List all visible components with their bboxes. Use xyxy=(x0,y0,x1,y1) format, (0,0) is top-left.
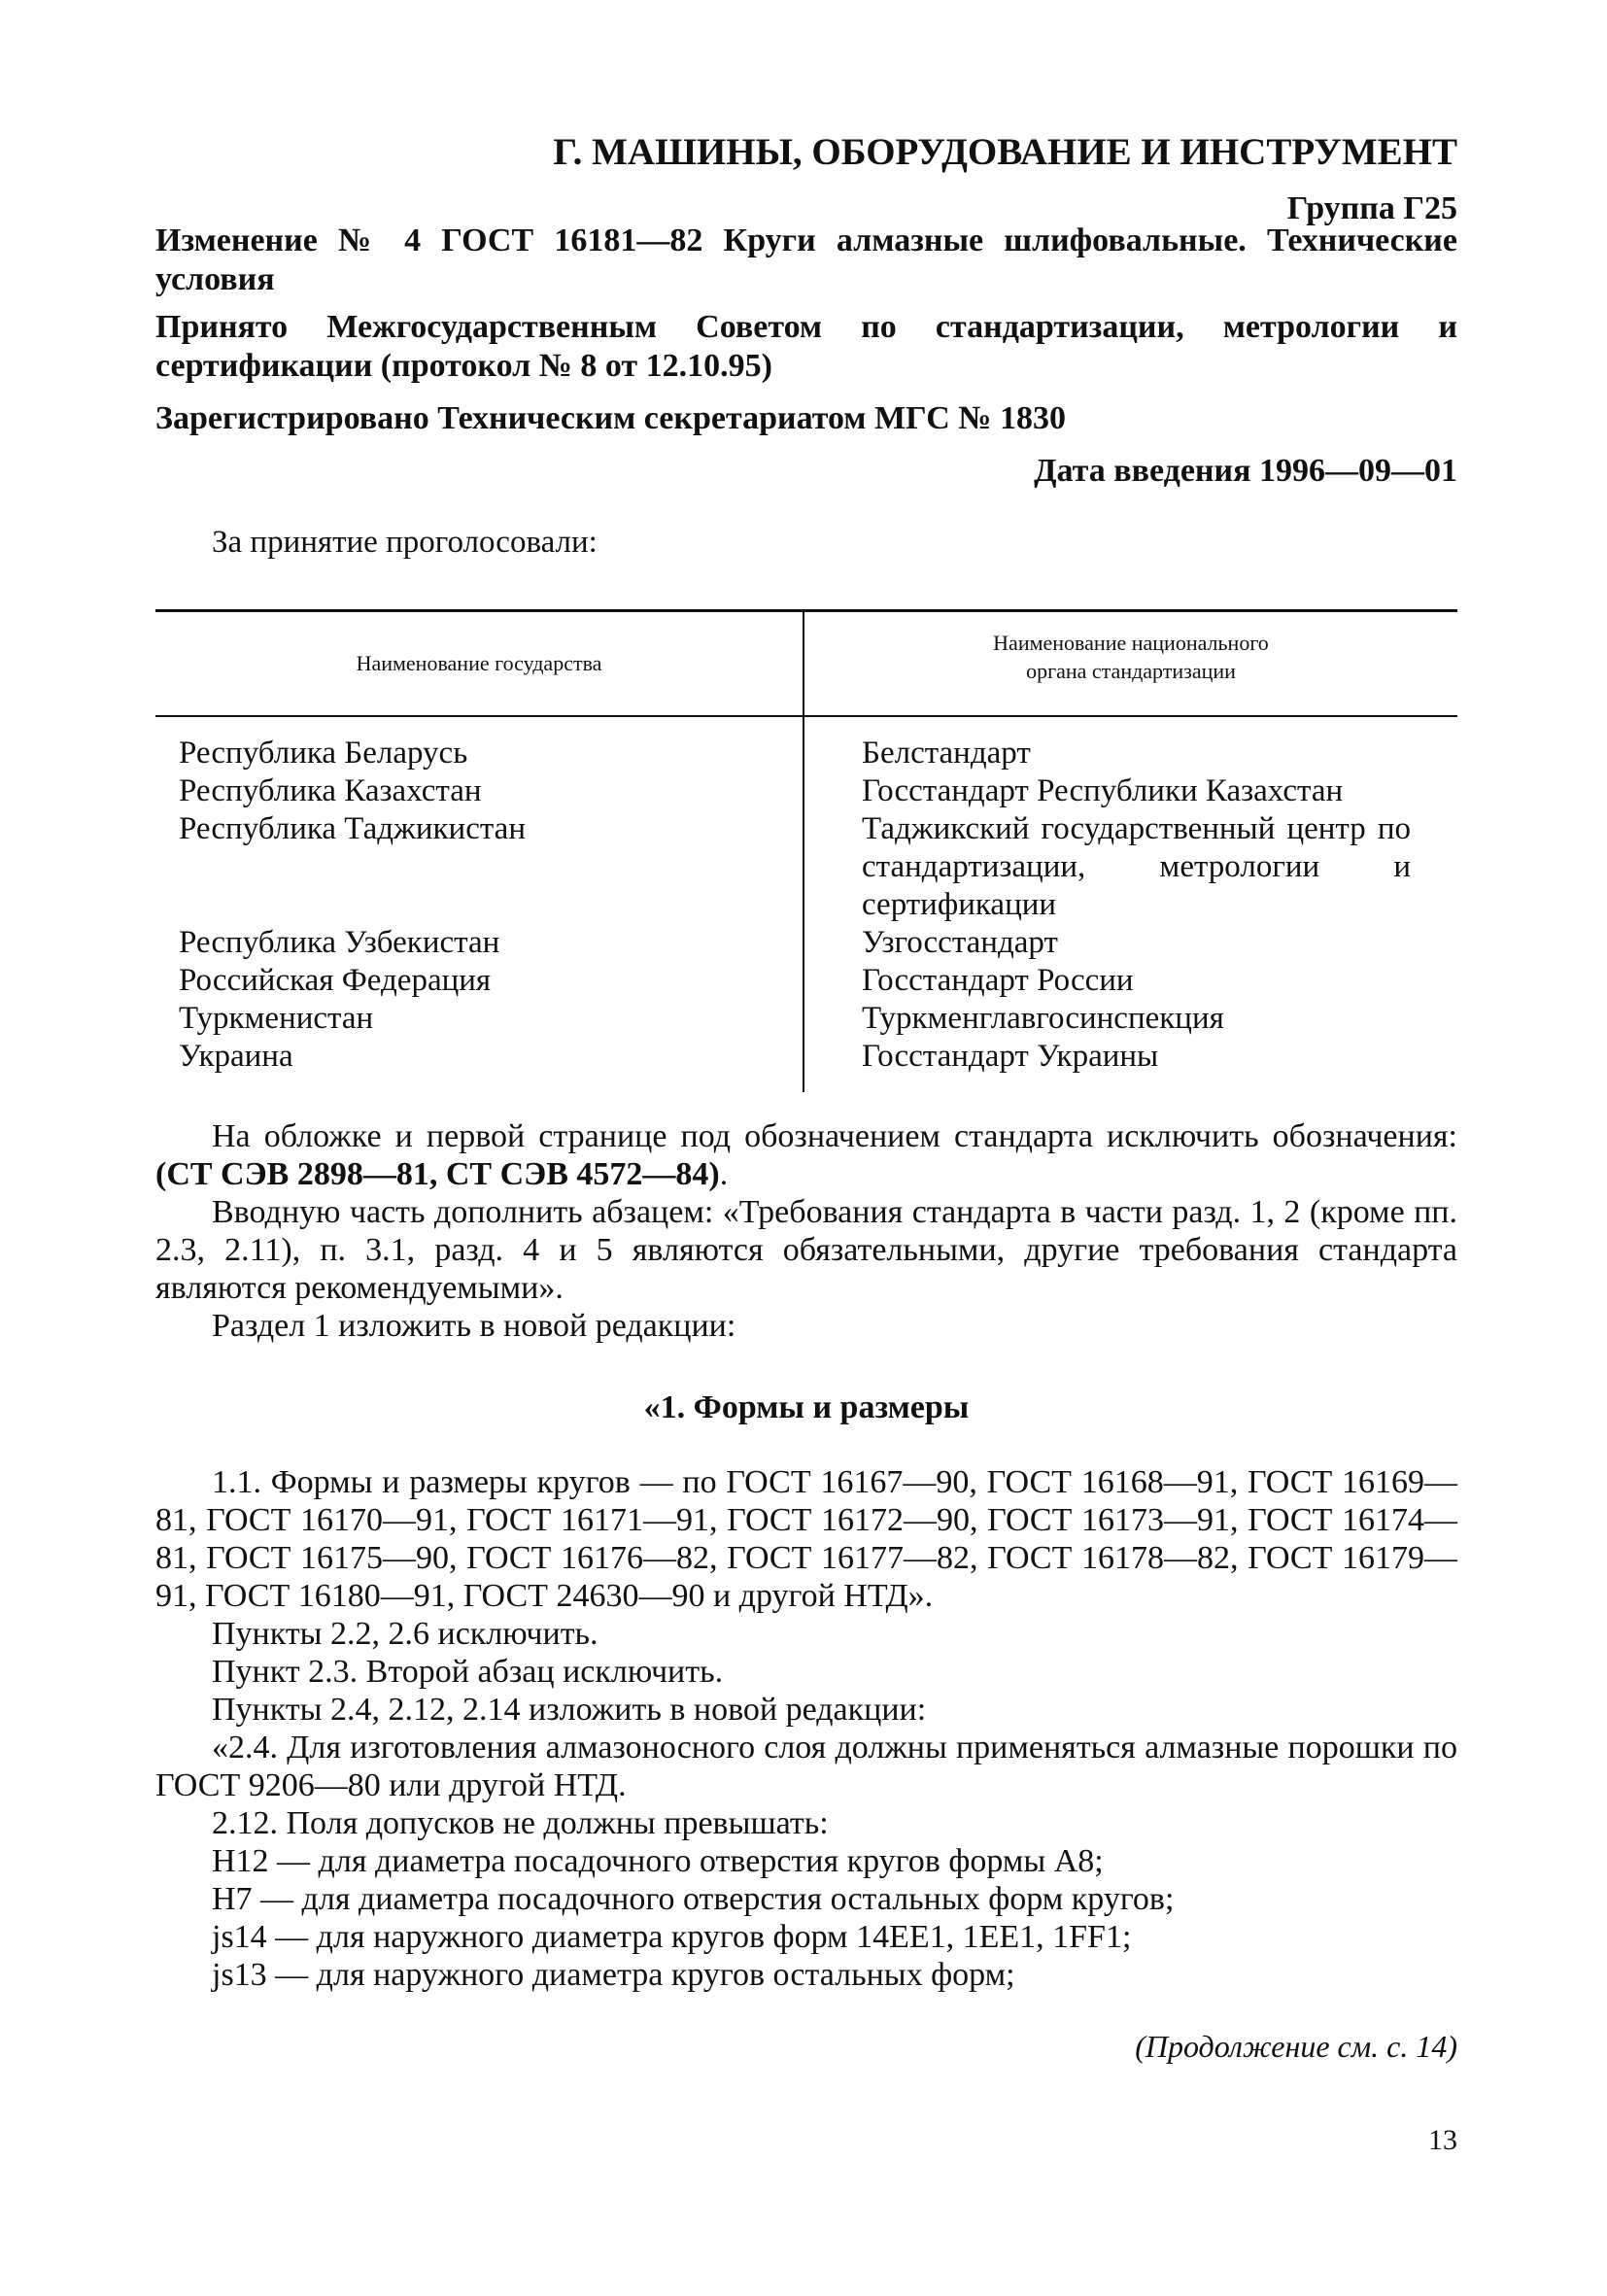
cover-text-start: На обложке и первой странице под обозначением стандарта исключить обозначения: xyxy=(212,1118,1457,1154)
body-paragraph: Пункт 2.3. Второй абзац исключить. xyxy=(212,1654,724,1690)
body-paragraphs xyxy=(155,1463,1457,1994)
table-cell-state: Республика Узбекистан xyxy=(179,925,500,960)
section-title: Г. МАШИНЫ, ОБОРУДОВАНИЕ И ИНСТРУМЕНТ xyxy=(553,131,1457,173)
intro-date: Дата введения 1996—09—01 xyxy=(1034,453,1457,489)
registered-by: Зарегистрировано Техническим секретариатом МГС № 1830 xyxy=(155,400,1066,436)
accepted-by: Принято Межгосударственным Советом по стандартизации, метрологии и сертификации (протокол № 8 от 12.10.95) xyxy=(155,309,1457,384)
paragraph-section1-text: Раздел 1 изложить в новой редакции: xyxy=(212,1308,736,1344)
body-paragraph: Пункты 2.4, 2.12, 2.14 изложить в новой редакции: xyxy=(212,1692,927,1728)
paragraph-cover xyxy=(155,1117,1457,1193)
table-cell-body: Узгосстандарт xyxy=(862,925,1058,960)
table-top-rule xyxy=(155,609,1457,612)
paragraph-cover-text xyxy=(155,1117,1457,1193)
table-cell-state: Республика Таджикистан xyxy=(179,811,526,846)
body-paragraph: Н12 — для диаметра посадочного отверстия кругов формы А8; xyxy=(212,1843,1104,1879)
table-header-body-text: Наименование национального органа стандартизации xyxy=(993,631,1269,683)
body-paragraph: 2.12. Поля допусков не должны превышать: xyxy=(212,1805,829,1841)
section-heading: «1. Формы и размеры xyxy=(643,1389,970,1425)
table-cell-body: Госстандарт России xyxy=(862,963,1134,998)
page-number: 13 xyxy=(1428,2124,1457,2156)
body-paragraph: «2.4. Для изготовления алмазоносного слоя должны применяться алмазные порошки по ГОСТ 9206—80 или другой НТД. xyxy=(155,1730,1457,1803)
group-label: Группа Г25 xyxy=(1286,190,1457,226)
table-cell-state: Туркменистан xyxy=(179,1001,374,1036)
table-cell-state: Республика Беларусь xyxy=(179,736,468,771)
body-paragraph: js13 — для наружного диаметра кругов остальных форм; xyxy=(212,1957,1015,1993)
cover-text-end: . xyxy=(719,1156,729,1192)
paragraph-intro-text: Вводную часть дополнить абзацем: «Требования стандарта в части разд. 1, 2 (кроме пп. 2.3, 2.11), п. 3.1, разд. 4 и 5 являются обязательными, другие требования стандарта являются рекомендуемыми». xyxy=(155,1194,1457,1306)
table-cell-state: Украина xyxy=(179,1039,293,1074)
body-paragraph: Н7 — для диаметра посадочного отверстия остальных форм кругов; xyxy=(212,1881,1175,1917)
continuation-note: (Продолжение см. с. 14) xyxy=(1135,2029,1457,2064)
table-header-body xyxy=(804,629,1457,685)
body-paragraph: js14 — для наружного диаметра кругов форм 14EE1, 1EE1, 1FF1; xyxy=(212,1919,1132,1955)
table-column-bodies xyxy=(862,735,1411,1076)
table-cell-state: Республика Казахстан xyxy=(179,773,482,808)
voted-label: За принятие проголосовали: xyxy=(212,525,598,560)
table-header-state: Наименование государства xyxy=(356,651,602,675)
body-paragraph: Пункты 2.2, 2.6 исключить. xyxy=(212,1616,598,1652)
table-column-states xyxy=(179,735,781,1076)
change-title: Изменение № 4 ГОСТ 16181—82 Круги алмазные шлифовальные. Технические условия xyxy=(155,223,1457,297)
table-header-rule xyxy=(155,715,1457,717)
table-cell-state: Российская Федерация xyxy=(179,963,492,998)
paragraph-intro xyxy=(155,1193,1457,1307)
table-cell-body: Госстандарт Украины xyxy=(862,1039,1159,1074)
table-cell-body: Туркменглавгосинспекция xyxy=(862,1001,1224,1036)
table-cell-body: Белстандарт xyxy=(862,736,1031,771)
cover-text-bold: (СТ СЭВ 2898—81, СТ СЭВ 4572—84) xyxy=(155,1156,720,1192)
table-cell-body: Госстандарт Республики Казахстан xyxy=(862,773,1344,808)
paragraph-section1 xyxy=(155,1307,1457,1345)
body-paragraph: 1.1. Формы и размеры кругов — по ГОСТ 16167—90, ГОСТ 16168—91, ГОСТ 16169—81, ГОСТ 16170—91, ГОСТ 16171—91, ГОСТ 16172—90, ГОСТ 16173—91, ГОСТ 16174—81, ГОСТ 16175—90, ГОСТ 16176—82, ГОСТ 16177—82, ГОСТ 16178—82, ГОСТ 16179—91, ГОСТ 16180—91, ГОСТ 24630—90 и другой НТД». xyxy=(155,1464,1457,1614)
table-cell-body: Таджикский государственный центр по стандартизации, метрологии и сертификации xyxy=(862,811,1411,922)
